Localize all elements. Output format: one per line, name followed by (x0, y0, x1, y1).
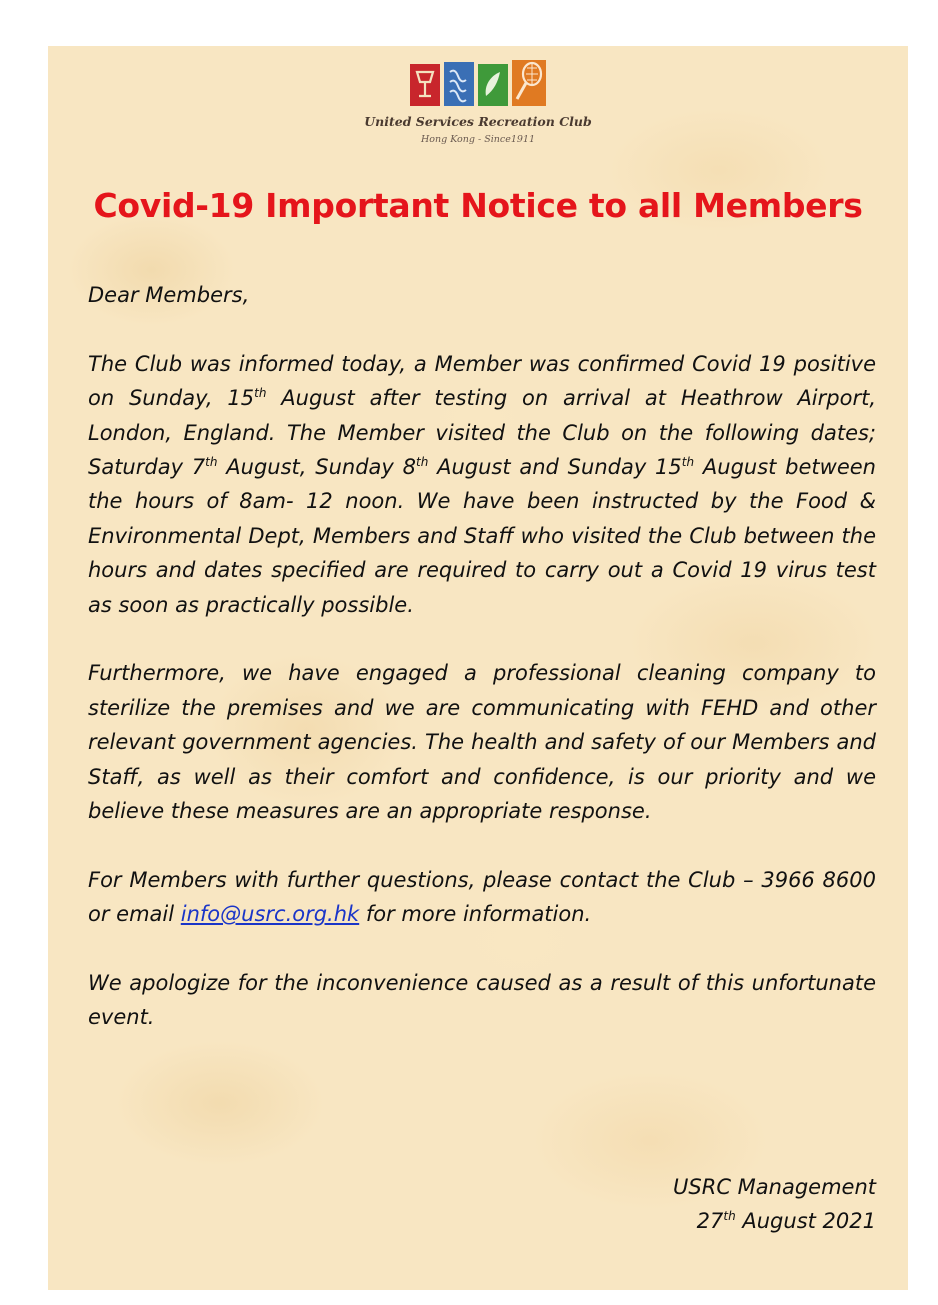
ordinal-suffix: th (205, 455, 218, 470)
club-logo (48, 58, 908, 158)
text: The Club was informed today, a Member was confirmed Covid 19 positive on Sunday, 15 (88, 351, 876, 411)
text: For Members with further questions, please contact the Club – 3966 8600 or email (88, 867, 876, 927)
paragraph-apology: We apologize for the inconvenience caused as a result of this unfortunate event. (88, 971, 876, 1030)
text: August, Sunday 8 (217, 455, 416, 480)
notice-page (48, 46, 908, 1290)
signature-block (673, 1170, 876, 1238)
date-rest: August 2021 (735, 1209, 876, 1233)
club-subtitle: Hong Kong - Since1911 (420, 134, 536, 145)
ordinal-suffix: th (681, 455, 695, 470)
signature-name: USRC Management (673, 1175, 876, 1199)
notice-body (88, 278, 876, 1035)
club-logo-icon (408, 58, 558, 110)
ordinal-suffix: th (723, 1209, 736, 1223)
paragraph-contact (88, 863, 876, 932)
email-link[interactable]: info@usrc.org.hk (180, 902, 360, 927)
ordinal-suffix: th (254, 386, 267, 401)
text: for more information. (359, 902, 592, 927)
ordinal-suffix: th (415, 455, 429, 470)
greeting: Dear Members, (88, 283, 250, 307)
text: August between the hours of 8am- 12 noon. We have been instructed by the Food & Environmental Dept, Members and Staff who visited the Club between the hours and dates specified are required to carry out a Covid 19 virus test as soon as practically possible. (88, 455, 876, 617)
signature-date (673, 1204, 876, 1238)
club-name: United Services Recreation Club (364, 114, 592, 129)
date-day: 27 (696, 1209, 724, 1233)
text: August after testing on arrival at Heathrow Airport, London, England. The Member visited the Club on the following dates; Saturday 7 (88, 386, 876, 480)
text: August and Sunday 15 (428, 455, 682, 480)
notice-title: Covid-19 Important Notice to all Members (93, 186, 863, 225)
paragraph-incident (88, 347, 876, 622)
paragraph-measures: Furthermore, we have engaged a professional cleaning company to sterilize the premises and we are communicating with FEHD and other relevant government agencies. The health and safety of our Members and Staff, as well as their comfort and confidence, is our priority and we believe these measures are an appropriate response. (88, 661, 876, 824)
